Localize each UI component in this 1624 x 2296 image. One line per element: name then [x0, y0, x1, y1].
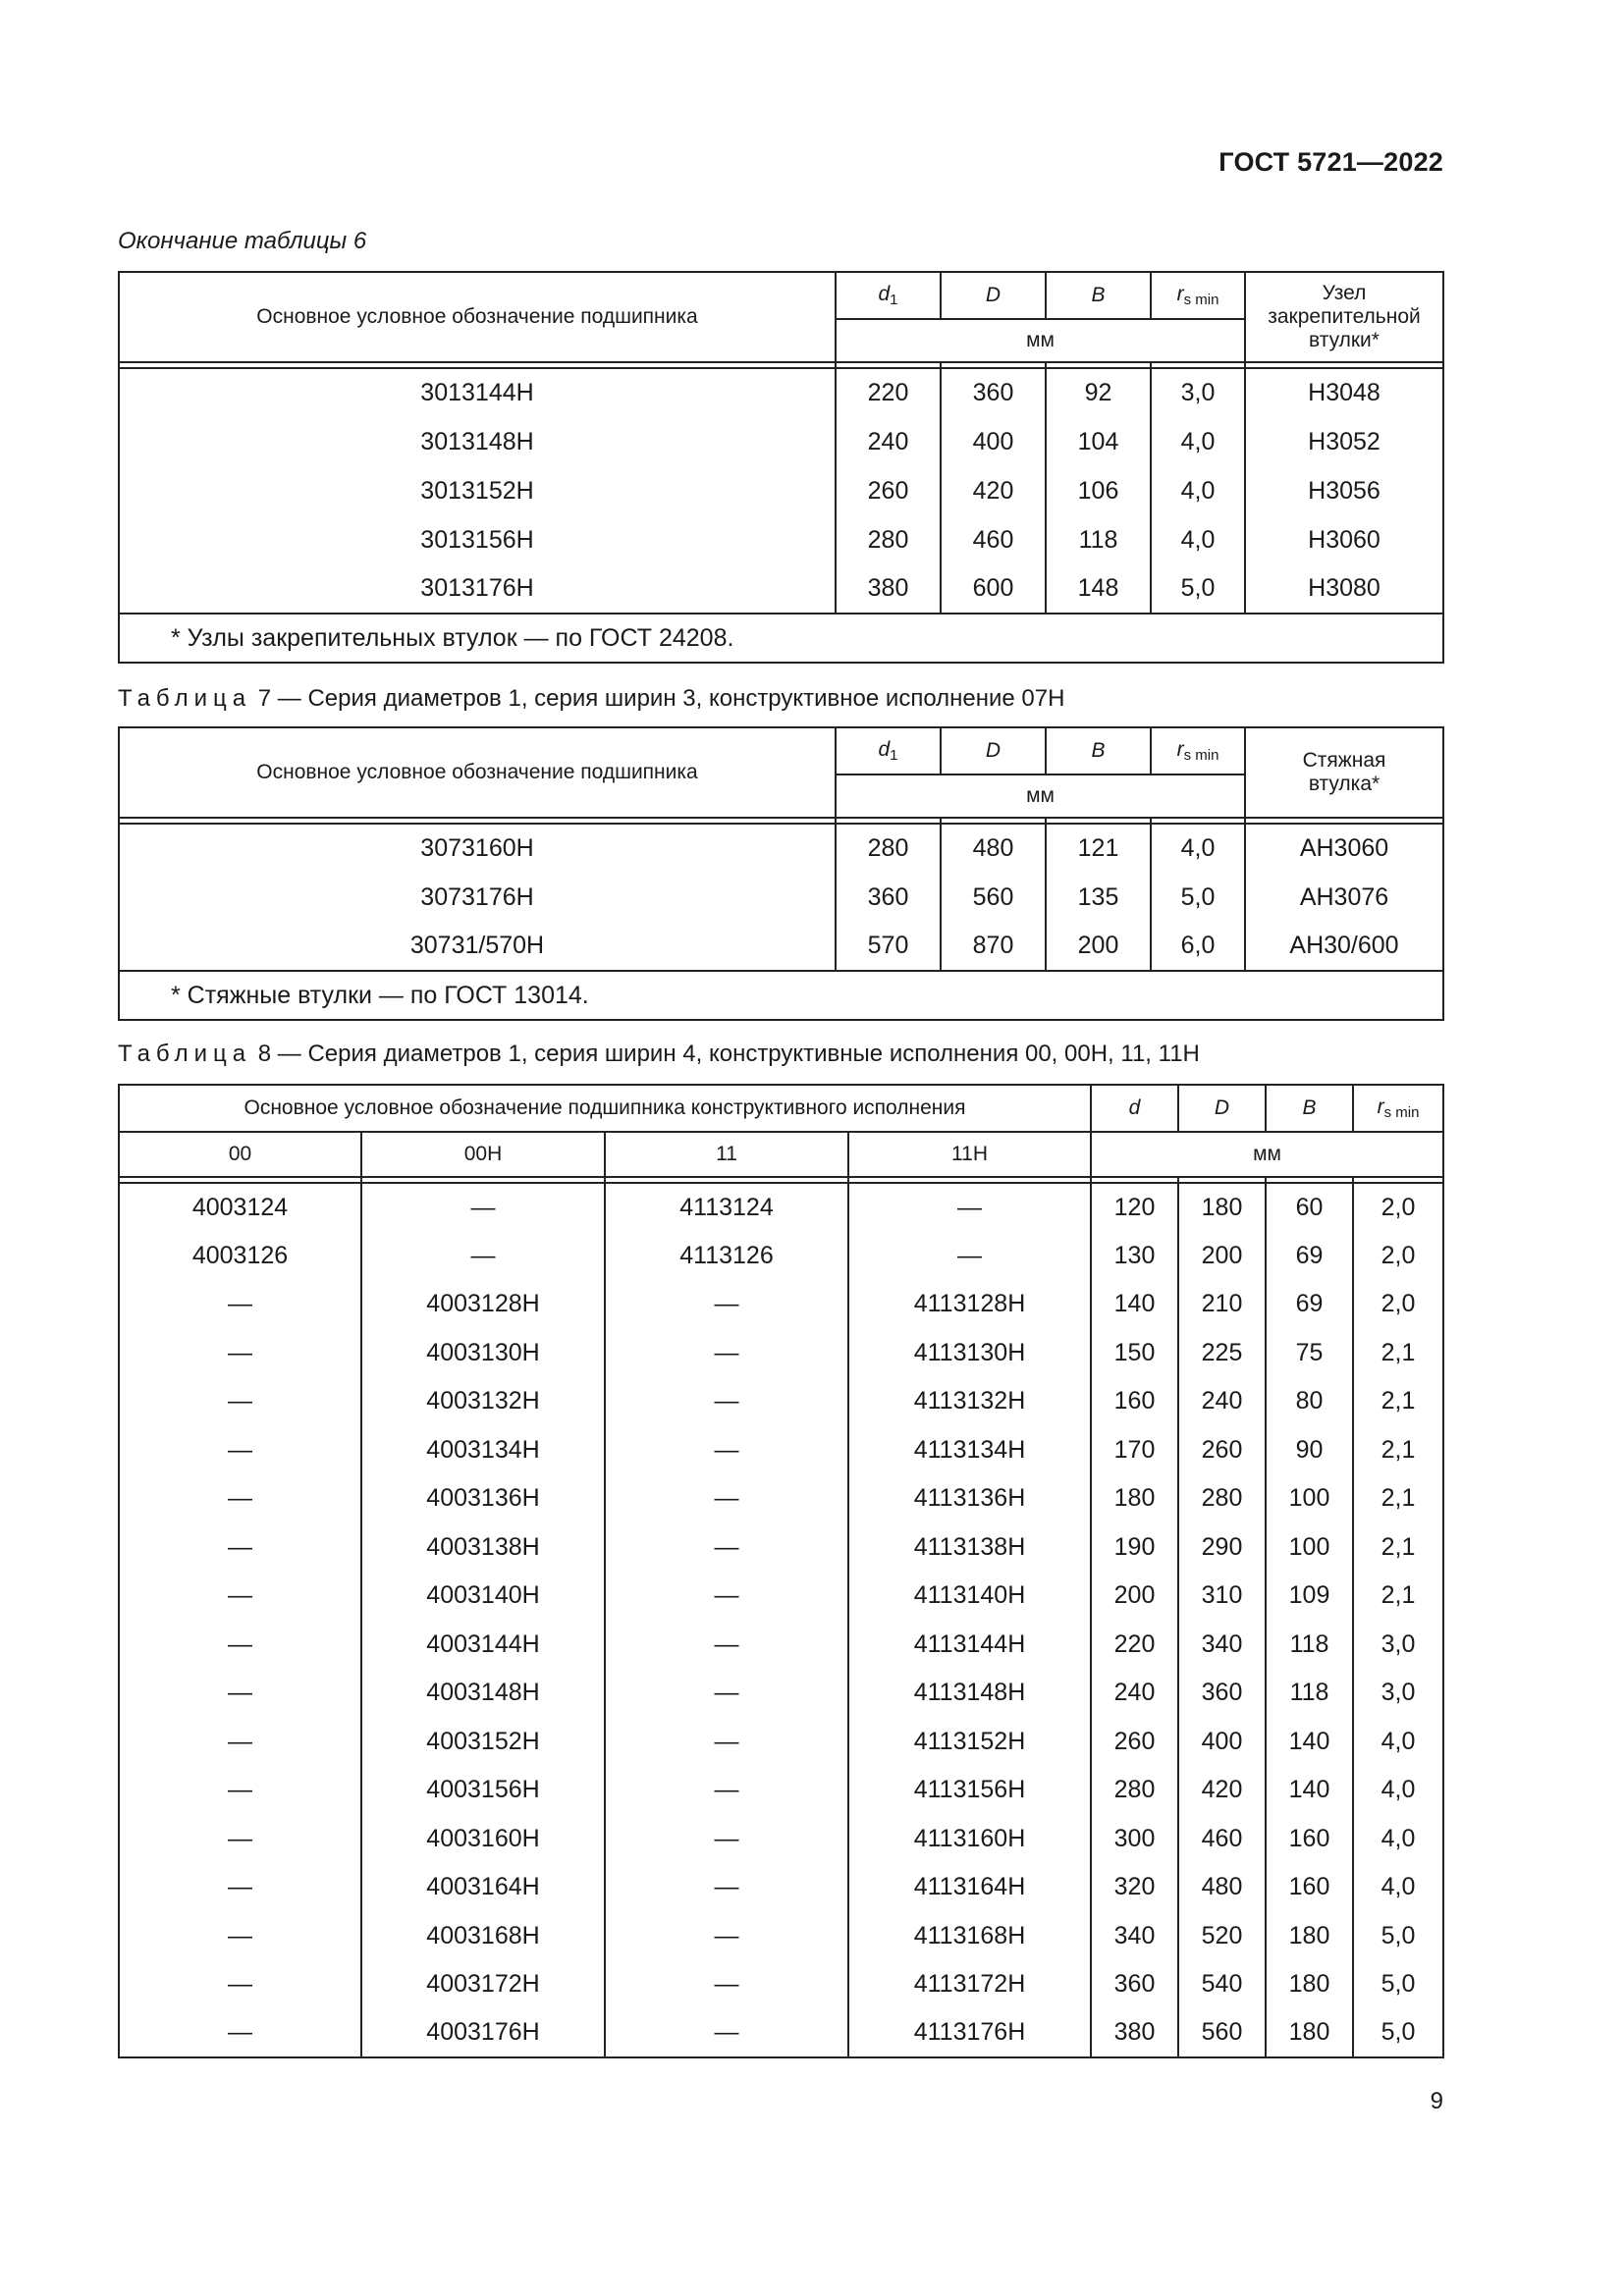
table-cell: —	[119, 1718, 361, 1767]
header-B: B	[1266, 1085, 1353, 1132]
table-cell: 200	[1046, 922, 1151, 971]
table-cell: 4003128H	[361, 1280, 605, 1329]
table7-row	[119, 922, 1443, 971]
page-number: 9	[1430, 2088, 1443, 2114]
table-cell: 480	[941, 824, 1046, 873]
table-cell: 4113176H	[848, 2009, 1091, 2058]
table-cell: —	[605, 1912, 848, 1961]
table-cell: —	[605, 1766, 848, 1815]
table-cell: 2,0	[1353, 1232, 1443, 1281]
table-cell: 121	[1046, 824, 1151, 873]
table8-row	[119, 1474, 1443, 1523]
table-cell: 570	[836, 922, 941, 971]
header-B: B	[1046, 727, 1151, 774]
table-cell: 3013148H	[119, 417, 836, 466]
table6-row	[119, 417, 1443, 466]
table-cell: 4003140H	[361, 1572, 605, 1621]
table-cell: 170	[1091, 1426, 1178, 1475]
table-cell: 4113126	[605, 1232, 848, 1281]
table-cell: 4113152H	[848, 1718, 1091, 1767]
table-cell: 4003156H	[361, 1766, 605, 1815]
table-cell: 160	[1266, 1815, 1353, 1864]
table-cell: 118	[1266, 1669, 1353, 1718]
table8-row	[119, 1669, 1443, 1718]
table-cell: —	[605, 2009, 848, 2058]
header-d1: $d_1$	[836, 272, 941, 319]
table-cell: 4113168H	[848, 1912, 1091, 1961]
header-tension-sleeve: Стяжная втулка*	[1245, 727, 1443, 818]
table-cell: 4113148H	[848, 1669, 1091, 1718]
table-cell: 560	[1178, 2009, 1266, 2058]
table-cell: 190	[1091, 1523, 1178, 1573]
table-cell: 300	[1091, 1815, 1178, 1864]
table-cell: 4113140H	[848, 1572, 1091, 1621]
table-cell: AH3060	[1245, 824, 1443, 873]
table-cell: 4003126	[119, 1232, 361, 1281]
table-cell: 4,0	[1353, 1815, 1443, 1864]
table-cell: 280	[1178, 1474, 1266, 1523]
table-cell: 4113156H	[848, 1766, 1091, 1815]
table-cell: 260	[1178, 1426, 1266, 1475]
table-cell: 4003172H	[361, 1960, 605, 2009]
table-cell: AH3076	[1245, 873, 1443, 922]
table-cell: 420	[1178, 1766, 1266, 1815]
table-cell: 4003152H	[361, 1718, 605, 1767]
header-version-11h: 11Н	[848, 1132, 1091, 1177]
table-cell: 80	[1266, 1377, 1353, 1426]
table-cell: 310	[1178, 1572, 1266, 1621]
table8-row	[119, 1523, 1443, 1573]
table8-row	[119, 1960, 1443, 2009]
table8-row	[119, 1863, 1443, 1912]
table-cell: 360	[1091, 1960, 1178, 2009]
table-cell: —	[119, 1766, 361, 1815]
table-cell: 4,0	[1353, 1718, 1443, 1767]
table-cell: 4003160H	[361, 1815, 605, 1864]
table-cell: 130	[1091, 1232, 1178, 1281]
table-cell: —	[605, 1621, 848, 1670]
table-cell: 420	[941, 466, 1046, 515]
table8-row	[119, 1377, 1443, 1426]
document-code: ГОСТ 5721—2022	[1218, 147, 1443, 177]
table-cell: 280	[836, 515, 941, 564]
header-D: D	[941, 272, 1046, 319]
table8-row	[119, 1329, 1443, 1378]
table-cell: 5,0	[1353, 1912, 1443, 1961]
table-cell: 180	[1178, 1183, 1266, 1232]
table7-row	[119, 873, 1443, 922]
table-cell: 75	[1266, 1329, 1353, 1378]
table-cell: 380	[1091, 2009, 1178, 2058]
table-cell: 60	[1266, 1183, 1353, 1232]
table-cell: 360	[941, 368, 1046, 417]
table8-row	[119, 2009, 1443, 2058]
header-designation-group: Основное условное обозначение подшипника конструктивного исполнения	[119, 1085, 1091, 1132]
table-cell: 180	[1266, 1912, 1353, 1961]
table-cell: 4003124	[119, 1183, 361, 1232]
table-cell: —	[119, 1960, 361, 2009]
table-cell: 280	[1091, 1766, 1178, 1815]
table-cell: 340	[1178, 1621, 1266, 1670]
table6-row	[119, 564, 1443, 614]
table8-row	[119, 1280, 1443, 1329]
table-cell: 870	[941, 922, 1046, 971]
table-cell: —	[119, 1426, 361, 1475]
table-cell: 4003136H	[361, 1474, 605, 1523]
table-cell: 160	[1091, 1377, 1178, 1426]
table-cell: 240	[1091, 1669, 1178, 1718]
table-cell: —	[119, 1474, 361, 1523]
table-cell: 4003132H	[361, 1377, 605, 1426]
table-cell: 2,0	[1353, 1280, 1443, 1329]
header-B: B	[1046, 272, 1151, 319]
table-cell: —	[605, 1474, 848, 1523]
table-cell: 140	[1266, 1766, 1353, 1815]
table-cell: 340	[1091, 1912, 1178, 1961]
table8-row	[119, 1718, 1443, 1767]
table8-row	[119, 1183, 1443, 1232]
table-cell: 6,0	[1151, 922, 1245, 971]
table-cell: 4113160H	[848, 1815, 1091, 1864]
table-cell: 150	[1091, 1329, 1178, 1378]
table-cell: 480	[1178, 1863, 1266, 1912]
table-cell: H3052	[1245, 417, 1443, 466]
table-cell: H3048	[1245, 368, 1443, 417]
table-cell: 290	[1178, 1523, 1266, 1573]
table8-caption: Таблица 8 — Серия диаметров 1, серия ширин 4, конструктивные исполнения 00, 00Н, 11, 11Н	[118, 1041, 1200, 1067]
table8-row	[119, 1572, 1443, 1621]
table8-row	[119, 1232, 1443, 1281]
table6-row	[119, 466, 1443, 515]
table-cell: 360	[836, 873, 941, 922]
table-cell: 4003138H	[361, 1523, 605, 1573]
table-cell: H3056	[1245, 466, 1443, 515]
table-cell: 4,0	[1353, 1766, 1443, 1815]
header-D: D	[941, 727, 1046, 774]
header-unit: мм	[836, 774, 1245, 818]
table-cell: 140	[1091, 1280, 1178, 1329]
table-cell: —	[605, 1280, 848, 1329]
header-unit: мм	[836, 319, 1245, 362]
table-cell: 2,1	[1353, 1377, 1443, 1426]
table-cell: 320	[1091, 1863, 1178, 1912]
table-cell: 225	[1178, 1329, 1266, 1378]
table6-row	[119, 515, 1443, 564]
table-cell: 104	[1046, 417, 1151, 466]
table-cell: 560	[941, 873, 1046, 922]
table-cell: 2,1	[1353, 1426, 1443, 1475]
table6-caption: Окончание таблицы 6	[118, 228, 367, 254]
table-cell: 4113128H	[848, 1280, 1091, 1329]
table-cell: —	[848, 1232, 1091, 1281]
table-cell: 460	[941, 515, 1046, 564]
table-cell: 5,0	[1353, 1960, 1443, 2009]
table-cell: 2,0	[1353, 1183, 1443, 1232]
table-cell: 4,0	[1151, 824, 1245, 873]
table-6	[118, 271, 1444, 664]
table-cell: 4003144H	[361, 1621, 605, 1670]
table-cell: 69	[1266, 1280, 1353, 1329]
table-cell: 118	[1266, 1621, 1353, 1670]
table-cell: 4003176H	[361, 2009, 605, 2058]
table-cell: 30731/570H	[119, 922, 836, 971]
header-clamp-assembly: Узел закрепительной втулки*	[1245, 272, 1443, 362]
table8-row	[119, 1426, 1443, 1475]
table-cell: 380	[836, 564, 941, 614]
header-D: D	[1178, 1085, 1266, 1132]
table-cell: —	[119, 1912, 361, 1961]
table-cell: 100	[1266, 1523, 1353, 1573]
header-r-smin: rs min	[1353, 1085, 1443, 1132]
header-r-smin: rs min	[1151, 727, 1245, 774]
table-cell: 4,0	[1151, 515, 1245, 564]
table-cell: —	[605, 1377, 848, 1426]
table-cell: 400	[1178, 1718, 1266, 1767]
table-cell: 106	[1046, 466, 1151, 515]
table-cell: —	[119, 1377, 361, 1426]
table-cell: 280	[836, 824, 941, 873]
table7-caption: Таблица 7 — Серия диаметров 1, серия ширин 3, конструктивное исполнение 07Н	[118, 685, 1065, 712]
table-cell: 2,1	[1353, 1572, 1443, 1621]
table-cell: 200	[1178, 1232, 1266, 1281]
table-cell: 4113132H	[848, 1377, 1091, 1426]
table-cell: 200	[1091, 1572, 1178, 1621]
table-cell: 4,0	[1353, 1863, 1443, 1912]
table-cell: 69	[1266, 1232, 1353, 1281]
header-version-00: 00	[119, 1132, 361, 1177]
table-cell: 260	[836, 466, 941, 515]
table-cell: 240	[1178, 1377, 1266, 1426]
table-cell: 240	[836, 417, 941, 466]
table-cell: —	[119, 2009, 361, 2058]
table-cell: 520	[1178, 1912, 1266, 1961]
header-d1: $d_1$	[836, 727, 941, 774]
table-cell: AH30/600	[1245, 922, 1443, 971]
table-cell: 118	[1046, 515, 1151, 564]
table-cell: 260	[1091, 1718, 1178, 1767]
table-cell: 109	[1266, 1572, 1353, 1621]
table-cell: —	[605, 1426, 848, 1475]
table-cell: 4113144H	[848, 1621, 1091, 1670]
table-cell: —	[119, 1621, 361, 1670]
table-cell: —	[605, 1718, 848, 1767]
table-cell: 220	[836, 368, 941, 417]
table6-row	[119, 368, 1443, 417]
table-cell: 2,1	[1353, 1523, 1443, 1573]
table-cell: 180	[1266, 1960, 1353, 2009]
table-cell: —	[119, 1280, 361, 1329]
table-cell: 3,0	[1353, 1621, 1443, 1670]
table8-row	[119, 1621, 1443, 1670]
table-cell: —	[605, 1863, 848, 1912]
table-cell: 3013176H	[119, 564, 836, 614]
table6-footnote: * Узлы закрепительных втулок — по ГОСТ 24208.	[119, 614, 1443, 663]
header-unit: мм	[1091, 1132, 1443, 1177]
header-version-11: 11	[605, 1132, 848, 1177]
table-cell: —	[119, 1669, 361, 1718]
table-cell: —	[605, 1960, 848, 2009]
header-designation: Основное условное обозначение подшипника	[119, 272, 836, 362]
table-cell: 3073176H	[119, 873, 836, 922]
table7-row	[119, 824, 1443, 873]
table8-row	[119, 1766, 1443, 1815]
table-cell: 5,0	[1353, 2009, 1443, 2058]
table-cell: H3080	[1245, 564, 1443, 614]
table-cell: —	[119, 1329, 361, 1378]
table-cell: —	[361, 1232, 605, 1281]
table-cell: 400	[941, 417, 1046, 466]
table-cell: 600	[941, 564, 1046, 614]
table-cell: 4003164H	[361, 1863, 605, 1912]
table-cell: 3013152H	[119, 466, 836, 515]
table-cell: 4113136H	[848, 1474, 1091, 1523]
table-cell: 210	[1178, 1280, 1266, 1329]
table-cell: 4003130H	[361, 1329, 605, 1378]
table-cell: 5,0	[1151, 873, 1245, 922]
table-cell: —	[848, 1183, 1091, 1232]
table-cell: 90	[1266, 1426, 1353, 1475]
table-cell: 4003148H	[361, 1669, 605, 1718]
header-designation: Основное условное обозначение подшипника	[119, 727, 836, 818]
table-cell: 3073160H	[119, 824, 836, 873]
table-cell: 140	[1266, 1718, 1353, 1767]
table-cell: 120	[1091, 1183, 1178, 1232]
table-cell: —	[605, 1669, 848, 1718]
table-cell: 4,0	[1151, 417, 1245, 466]
table-cell: 2,1	[1353, 1329, 1443, 1378]
table-cell: 5,0	[1151, 564, 1245, 614]
table8-row	[119, 1815, 1443, 1864]
table-cell: 3,0	[1353, 1669, 1443, 1718]
table-cell: H3060	[1245, 515, 1443, 564]
table-cell: —	[605, 1523, 848, 1573]
header-version-00h: 00Н	[361, 1132, 605, 1177]
table-cell: 4003168H	[361, 1912, 605, 1961]
table-7	[118, 726, 1444, 1021]
table8-row	[119, 1912, 1443, 1961]
table-cell: 2,1	[1353, 1474, 1443, 1523]
table-cell: —	[119, 1815, 361, 1864]
table-cell: —	[119, 1572, 361, 1621]
table-cell: 4113172H	[848, 1960, 1091, 2009]
table-cell: —	[361, 1183, 605, 1232]
table-cell: 4113130H	[848, 1329, 1091, 1378]
table-cell: 4113124	[605, 1183, 848, 1232]
table-cell: 160	[1266, 1863, 1353, 1912]
table7-footnote: * Стяжные втулки — по ГОСТ 13014.	[119, 971, 1443, 1020]
table-cell: 135	[1046, 873, 1151, 922]
table-cell: —	[605, 1572, 848, 1621]
table-cell: 3013144H	[119, 368, 836, 417]
table-cell: 100	[1266, 1474, 1353, 1523]
table-cell: 4003134H	[361, 1426, 605, 1475]
table-cell: 3013156H	[119, 515, 836, 564]
table-cell: 92	[1046, 368, 1151, 417]
table-cell: 4113134H	[848, 1426, 1091, 1475]
table-cell: 4113138H	[848, 1523, 1091, 1573]
table-8	[118, 1084, 1444, 2058]
header-r-smin: rs min	[1151, 272, 1245, 319]
header-d: d	[1091, 1085, 1178, 1132]
table-cell: 180	[1266, 2009, 1353, 2058]
table-cell: 460	[1178, 1815, 1266, 1864]
table-cell: 3,0	[1151, 368, 1245, 417]
table-cell: 360	[1178, 1669, 1266, 1718]
table-cell: —	[119, 1523, 361, 1573]
table-cell: 4,0	[1151, 466, 1245, 515]
table-cell: —	[605, 1329, 848, 1378]
table-cell: —	[605, 1815, 848, 1864]
table-cell: 540	[1178, 1960, 1266, 2009]
table-cell: 220	[1091, 1621, 1178, 1670]
table-cell: 4113164H	[848, 1863, 1091, 1912]
table-cell: 180	[1091, 1474, 1178, 1523]
table-cell: 148	[1046, 564, 1151, 614]
table-cell: —	[119, 1863, 361, 1912]
